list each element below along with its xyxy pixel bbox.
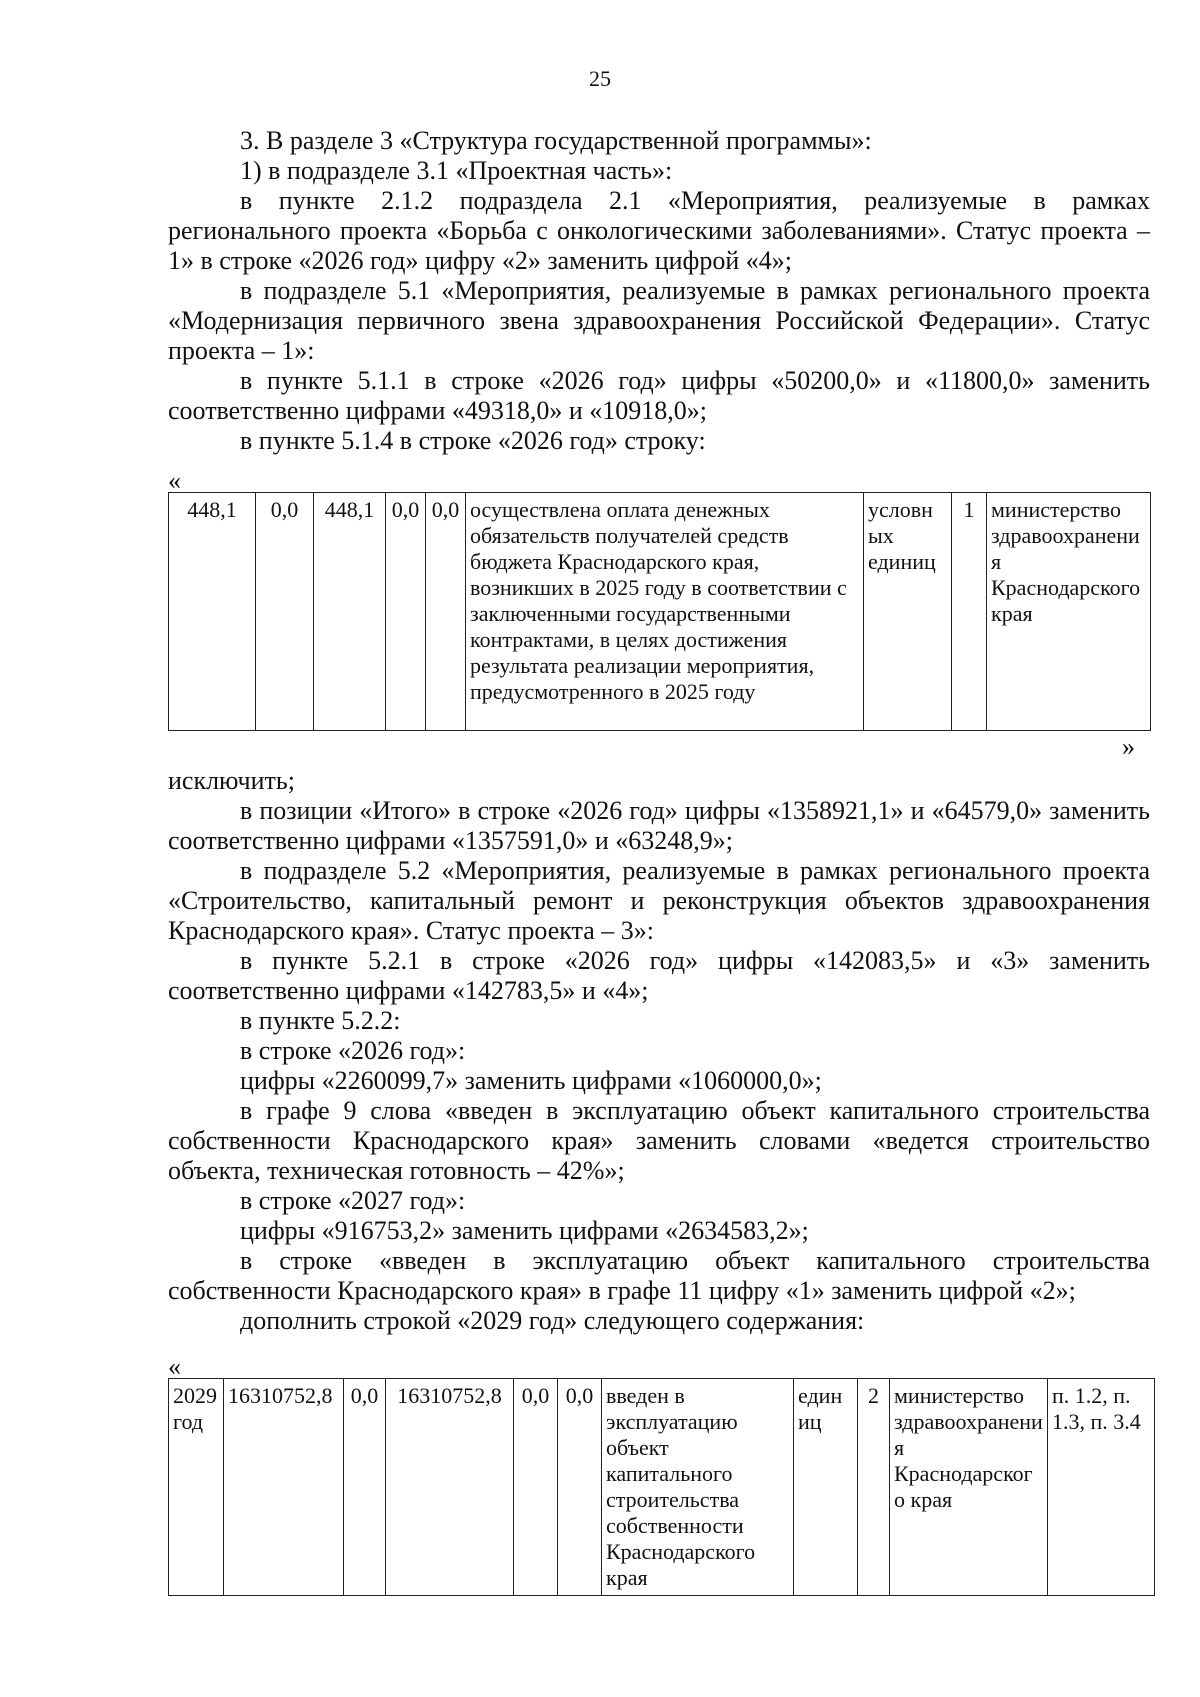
paragraph: в строке «2026 год»:: [240, 1036, 466, 1065]
paragraph: дополнить строкой «2029 год» следующего содержания:: [240, 1306, 865, 1335]
paragraph: в подразделе 5.1 «Мероприятия, реализуемые в рамках регионального проекта «Модернизация первичного звена здравоохранения Российской Федерации». Статус проекта – 1»:: [168, 276, 1150, 365]
table-cell: осуществлена оплата денежных обязательств получателей средств бюджета Краснодарского края, возникших в 2025 году в соответствии с заключенными государственными контрактами, в целях достижения результата реализации мероприятия, предусмотренного в 2025 году: [466, 493, 864, 731]
table-cell: министерство здравоохранения Краснодарского края: [987, 493, 1151, 731]
table-row: [169, 1379, 1155, 1596]
text-middle: [168, 766, 1150, 1336]
table-cell: 0,0: [344, 1379, 386, 1596]
table-cell: п. 1.2, п. 1.3, п. 3.4: [1048, 1379, 1155, 1596]
table-cell: 0,0: [256, 493, 314, 731]
paragraph: в позиции «Итого» в строке «2026 год» цифры «1358921,1» и «64579,0» заменить соответственно цифрами «1357591,0» и «63248,9»;: [168, 796, 1150, 855]
paragraph: исключить;: [168, 766, 295, 795]
text-top: [168, 126, 1150, 456]
table-cell: 0,0: [386, 493, 426, 731]
table-cell: 0,0: [426, 493, 466, 731]
table-cell: 0,0: [514, 1379, 558, 1596]
table-cell: введен в эксплуатацию объект капитального строительства собственности Краснодарского края: [602, 1379, 794, 1596]
table-cell: 16310752,8: [224, 1379, 344, 1596]
paragraph: 3. В разделе 3 «Структура государственной программы»:: [240, 126, 872, 155]
quote-close: »: [1122, 732, 1135, 761]
page-number: 25: [589, 66, 611, 91]
paragraph: цифры «2260099,7» заменить цифрами «1060000,0»;: [240, 1066, 822, 1095]
paragraph: в пункте 5.1.4 в строке «2026 год» строку:: [240, 426, 706, 455]
table-removed-row: [168, 492, 1151, 731]
paragraph: в пункте 5.2.2:: [240, 1006, 401, 1035]
table-cell: 448,1: [169, 493, 256, 731]
table-cell: 16310752,8: [386, 1379, 514, 1596]
table-cell: 1: [952, 493, 987, 731]
table-cell: 0,0: [558, 1379, 602, 1596]
table-cell: 448,1: [314, 493, 386, 731]
paragraph: цифры «916753,2» заменить цифрами «2634583,2»;: [240, 1216, 809, 1245]
paragraph: в подразделе 5.2 «Мероприятия, реализуемые в рамках регионального проекта «Строительство, капитальный ремонт и реконструкция объектов здравоохранения Краснодарского края». Статус проекта – 3»:: [168, 856, 1150, 945]
table-cell: условных единиц: [864, 493, 952, 731]
quote-open: «: [168, 1352, 181, 1381]
paragraph: в графе 9 слова «введен в эксплуатацию объект капитального строительства собственности Краснодарского края» заменить словами «ведется строительство объекта, техническая готовность – 42%»;: [168, 1096, 1150, 1185]
table-cell: 2029 год: [169, 1379, 224, 1596]
paragraph: в строке «введен в эксплуатацию объект капитального строительства собственности Краснодарского края» в графе 11 цифру «1» заменить цифрой «2»;: [168, 1246, 1150, 1305]
table-cell: единиц: [794, 1379, 858, 1596]
paragraph: 1) в подразделе 3.1 «Проектная часть»:: [240, 156, 673, 185]
quote-open: «: [168, 466, 181, 495]
paragraph: в строке «2027 год»:: [240, 1186, 466, 1215]
table-added-row: [168, 1378, 1155, 1596]
table-row: [169, 493, 1151, 731]
table-cell: министерство здравоохранения Краснодарского края: [890, 1379, 1048, 1596]
paragraph: в пункте 5.1.1 в строке «2026 год» цифры «50200,0» и «11800,0» заменить соответственно цифрами «49318,0» и «10918,0»;: [168, 366, 1150, 425]
paragraph: в пункте 5.2.1 в строке «2026 год» цифры «142083,5» и «3» заменить соответственно цифрами «142783,5» и «4»;: [168, 946, 1150, 1005]
table-cell: 2: [858, 1379, 890, 1596]
paragraph: в пункте 2.1.2 подраздела 2.1 «Мероприятия, реализуемые в рамках регионального проекта «Борьба с онкологическими заболеваниями». Статус проекта – 1» в строке «2026 год» цифру «2» заменить цифрой «4»;: [168, 186, 1150, 275]
